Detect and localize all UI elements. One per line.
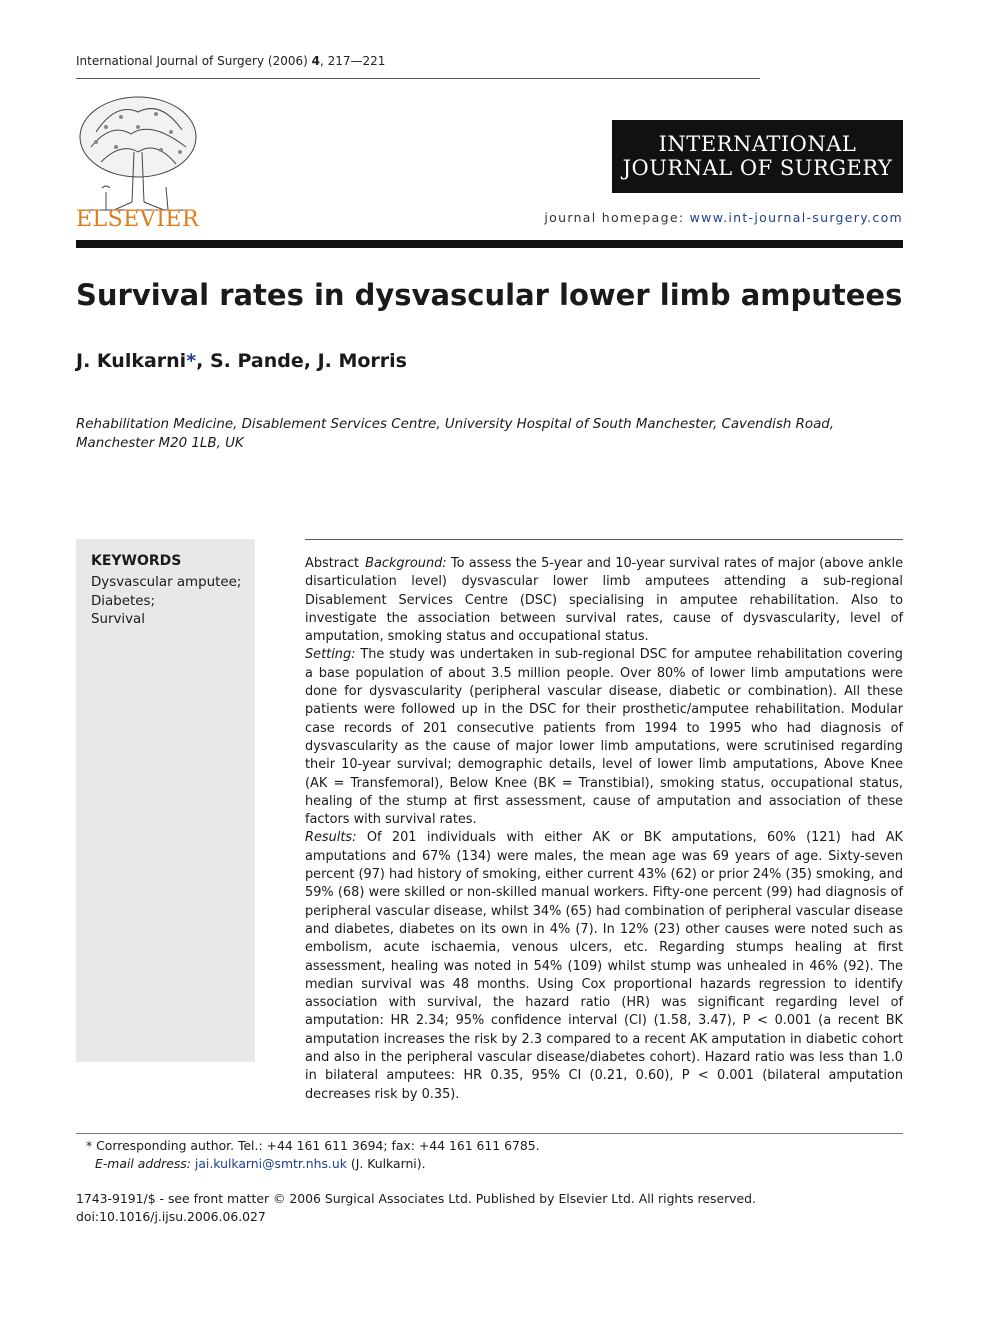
- keywords-heading: KEYWORDS: [91, 553, 182, 569]
- copyright-line: 1743-9191/$ - see front matter © 2006 Surgical Associates Ltd. Published by Elsevier Ltd. All rights reserved.: [76, 1191, 756, 1206]
- front-matter: [76, 1190, 756, 1226]
- keyword-item: Diabetes;: [91, 593, 155, 609]
- author-list: J. Kulkarni*, S. Pande, J. Morris: [76, 350, 407, 372]
- doi[interactable]: doi:10.1016/j.ijsu.2006.06.027: [76, 1209, 266, 1224]
- abstract-rule: [305, 539, 903, 540]
- homepage-link[interactable]: www.int-journal-surgery.com: [689, 210, 903, 225]
- keyword-item: Survival: [91, 612, 145, 627]
- corresponding-author-link[interactable]: *: [186, 350, 197, 372]
- abstract-background: Abstract Background: To assess the 5-year and 10-year survival rates of major (above ankle disarticulation level) dysvascular lower limb amputees attending a sub-regional Disablement Services Centre (DSC) specialising in amputee rehabilitation. Also to investigate the association between survival rates, cause of dysvascularity, level of amputation, smoking status and occupational status.: [305, 556, 903, 645]
- journal-citation: International Journal of Surgery (2006) 4, 217—221: [76, 54, 386, 68]
- email-line: E-mail address: jai.kulkarni@smtr.nhs.uk (J. Kulkarni).: [95, 1156, 426, 1171]
- email-link[interactable]: jai.kulkarni@smtr.nhs.uk: [194, 1156, 347, 1171]
- affiliation: Rehabilitation Medicine, Disablement Services Centre, University Hospital of South Manchester, Cavendish Road, Manchester M20 1LB, UK: [76, 417, 835, 451]
- abstract-setting: Setting: The study was undertaken in sub-regional DSC for amputee rehabilitation covering a base population of about 3.5 million people. Over 80% of lower limb amputations were done for dysvascularity (peripheral vascular disease, diabetic or combination). All these patients were followed up in the DSC for their prosthetic/amputee rehabilitation. Modular case records of 201 consecutive patients from 1994 to 1995 who had diagnosis of dysvascularity as the cause of major lower limb amputations, were scrutinised regarding their 10-year survival; demographic details, level of lower limb amputations, Above Knee (AK = Transfemoral), Below Knee (BK = Transtibial), smoking status, occupational status, healing of the stump at first assessment, cause of amputation and association of these factors with survival rates.: [305, 647, 903, 828]
- footnote: [86, 1137, 540, 1173]
- keyword-item: Dysvascular amputee;: [91, 575, 242, 590]
- footnote-rule: [76, 1133, 903, 1134]
- abstract-label: Abstract: [305, 556, 360, 571]
- journal-title-line1: INTERNATIONAL: [658, 132, 857, 156]
- journal-title-line2: JOURNAL OF SURGERY: [622, 156, 893, 180]
- journal-title-box: [612, 120, 903, 193]
- keywords-list: [91, 574, 241, 630]
- corresponding-author-note: * Corresponding author. Tel.: +44 161 611 3694; fax: +44 161 611 6785.: [86, 1138, 540, 1153]
- header-rule: [76, 78, 760, 79]
- elsevier-wordmark: ELSEVIER: [76, 207, 200, 232]
- abstract-results: Results: Of 201 individuals with either AK or BK amputations, 60% (121) had AK amputations and 67% (134) were males, the mean age was 69 years of age. Sixty-seven percent (97) had history of smoking, either current 43% (62) or prior 24% (35) smoking, and 59% (68) were skilled or non-skilled manual workers. Fifty-one percent (99) had diagnosis of peripheral vascular disease, whilst 34% (65) had combination of peripheral vascular disease and diabetes, diabetes on its own in 4% (7). In 12% (23) other causes were noted such as embolism, acute ischaemia, venous ulcers, etc. Regarding stumps healing at first assessment, healing was noted in 54% (109) whilst stump was unhealed in 46% (92). The median survival was 48 months. Using Cox proportional hazards regression to identify association with survival, the hazard ratio (HR) was significant regarding level of amputation: HR 2.34; 95% confidence interval (CI) (1.58, 3.47), P < 0.001 (a recent BK amputation increases the risk by 2.3 compared to a recent AK amputation in diabetic cohort and also in the peripheral vascular disease/diabetes cohort). Hazard ratio was less than 1.0 in bilateral amputees: HR 0.35, 95% CI (0.21, 0.60), P < 0.001 (bilateral amputation decreases risk by 0.35).: [305, 830, 904, 1102]
- abstract: [305, 555, 903, 1104]
- article-title: Survival rates in dysvascular lower limb amputees: [76, 278, 903, 312]
- header-thick-rule: [76, 240, 903, 248]
- journal-homepage: journal homepage: www.int-journal-surgery.com: [544, 210, 903, 225]
